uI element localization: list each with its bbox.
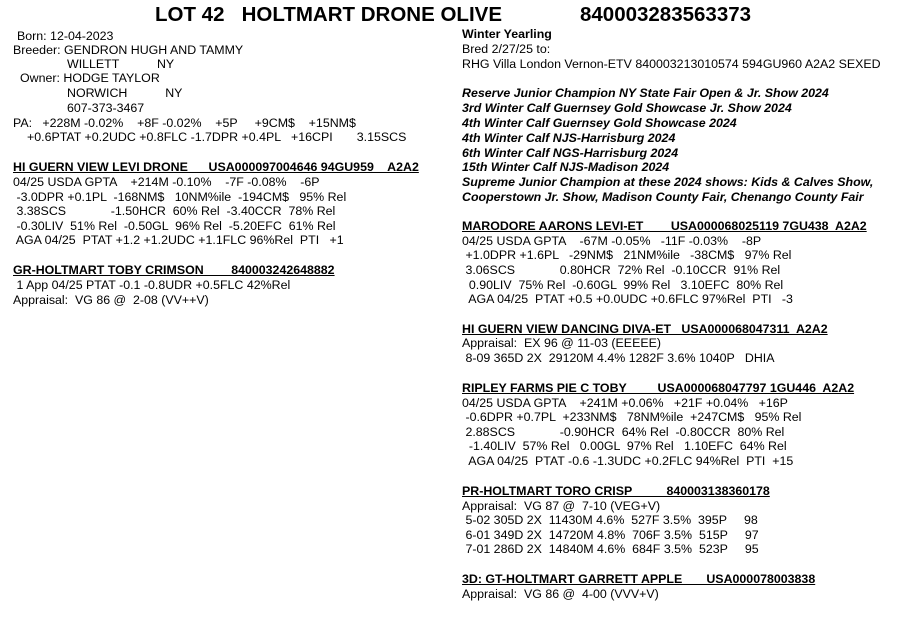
mgs-line: 04/25 USDA GPTA -67M -0.05% -11F -0.03% -8P xyxy=(462,234,762,248)
ggs-line: 2.88SCS -0.90HCR 64% Rel -0.80CCR 80% Rel xyxy=(462,425,785,439)
award-item: 4th Winter Calf Guernsey Gold Showcase 2024 xyxy=(462,116,737,130)
granddam-line: Appraisal: EX 96 @ 11-03 (EEEEE) xyxy=(462,336,661,350)
award-item: 6th Winter Calf NGS-Harrisburg 2024 xyxy=(462,146,679,160)
registration-number: 840003283563373 xyxy=(580,3,752,26)
granddam-line: 8-09 365D 2X 29120M 4.4% 1282F 3.6% 1040P DHIA xyxy=(462,351,775,365)
bred-date: Bred 2/27/25 to: xyxy=(462,42,551,56)
ggs-name: RIPLEY FARMS PIE C TOBY USA000068047797 1GU446 A2A2 xyxy=(462,381,855,395)
third-dam-name: 3D: GT-HOLTMART GARRETT APPLE USA000078003838 xyxy=(462,572,816,586)
sire-line: AGA 04/25 PTAT +1.2 +1.2UDC +1.1FLC 96%Rel PTI +1 xyxy=(13,233,344,247)
ggs-line: -1.40LIV 57% Rel 0.00GL 97% Rel 1.10EFC 64% Rel xyxy=(462,439,787,453)
sire-line: 3.38SCS -1.50HCR 60% Rel -3.40CCR 78% Rel xyxy=(13,204,336,218)
award-item: Reserve Junior Champion NY State Fair Open & Jr. Show 2024 xyxy=(462,86,829,100)
breeder-name: Breeder: GENDRON HUGH AND TAMMY xyxy=(13,43,244,57)
pa-line-1: PA: +228M -0.02% +8F -0.02% +5P +9CM$ +15NM$ xyxy=(13,116,356,130)
ggs-line: 04/25 USDA GPTA +241M +0.06% +21F +0.04% +16P xyxy=(462,396,788,410)
award-item: 15th Winter Calf NJS-Madison 2024 xyxy=(462,160,670,174)
owner-location: NORWICH NY xyxy=(67,86,183,100)
dam-line: Appraisal: VG 86 @ 2-08 (VV++V) xyxy=(13,293,209,307)
lot-title: LOT 42 HOLTMART DRONE OLIVE xyxy=(155,3,502,26)
mgs-line: AGA 04/25 PTAT +0.5 +0.0UDC +0.6FLC 97%Rel PTI -3 xyxy=(462,292,793,306)
sire-line: -3.0DPR +0.1PL -168NM$ 10NM%ile -194CM$ 95% Rel xyxy=(13,190,347,204)
third-dam-line: Appraisal: VG 86 @ 4-00 (VVV+V) xyxy=(462,587,659,601)
award-item: 4th Winter Calf NJS-Harrisburg 2024 xyxy=(462,131,676,145)
born-date: Born: 12-04-2023 xyxy=(17,29,114,43)
second-dam-line: 5-02 305D 2X 11430M 4.6% 527F 3.5% 395P 98 xyxy=(462,513,758,527)
owner-name: Owner: HODGE TAYLOR xyxy=(20,71,160,85)
ggs-line: -0.6DPR +0.7PL +233NM$ 78NM%ile +247CM$ 95% Rel xyxy=(462,410,802,424)
dam-line: 1 App 04/25 PTAT -0.1 -0.8UDR +0.5FLC 42%Rel xyxy=(13,278,291,292)
second-dam-line: Appraisal: VG 87 @ 7-10 (VEG+V) xyxy=(462,499,661,513)
class-label: Winter Yearling xyxy=(462,27,552,41)
award-item: Cooperstown Jr. Show, Madison County Fair, Chenango County Fair xyxy=(462,190,864,204)
breeder-location: WILLETT NY xyxy=(67,57,175,71)
owner-phone: 607-373-3467 xyxy=(67,101,145,115)
sire-line: -0.30LIV 51% Rel -0.50GL 96% Rel -5.20EFC 61% Rel xyxy=(13,219,336,233)
pa-line-2: +0.6PTAT +0.2UDC +0.8FLC -1.7DPR +0.4PL +16CPI 3.15SCS xyxy=(27,130,407,144)
sire-line: 04/25 USDA GPTA +214M -0.10% -7F -0.08% -6P xyxy=(13,175,320,189)
second-dam-name: PR-HOLTMART TORO CRISP 840003138360178 xyxy=(462,484,770,498)
mgs-line: +1.0DPR +1.6PL -29NM$ 21NM%ile -38CM$ 97% Rel xyxy=(462,248,792,262)
mgs-name: MARODORE AARONS LEVI-ET USA000068025119 7GU438 A2A2 xyxy=(462,219,867,233)
second-dam-line: 6-01 349D 2X 14720M 4.8% 706F 3.5% 515P 97 xyxy=(462,528,759,542)
sire-name: HI GUERN VIEW LEVI DRONE USA000097004646 94GU959 A2A2 xyxy=(13,160,419,174)
dam-name: GR-HOLTMART TOBY CRIMSON 840003242648882 xyxy=(13,263,335,277)
ggs-line: AGA 04/25 PTAT -0.6 -1.3UDC +0.2FLC 94%Rel PTI +15 xyxy=(462,454,794,468)
bred-sire: RHG Villa London Vernon-ETV 840003213010574 594GU960 A2A2 SEXED xyxy=(462,57,881,71)
mgs-line: 3.06SCS 0.80HCR 72% Rel -0.10CCR 91% Rel xyxy=(462,263,781,277)
award-item: Supreme Junior Champion at these 2024 shows: Kids & Calves Show, xyxy=(462,175,874,189)
award-item: 3rd Winter Calf Guernsey Gold Showcase Jr. Show 2024 xyxy=(462,101,792,115)
mgs-line: 0.90LIV 75% Rel -0.60GL 99% Rel 3.10EFC 80% Rel xyxy=(462,278,784,292)
second-dam-line: 7-01 286D 2X 14840M 4.6% 684F 3.5% 523P 95 xyxy=(462,542,759,556)
granddam-name: HI GUERN VIEW DANCING DIVA-ET USA000068047311 A2A2 xyxy=(462,322,828,336)
